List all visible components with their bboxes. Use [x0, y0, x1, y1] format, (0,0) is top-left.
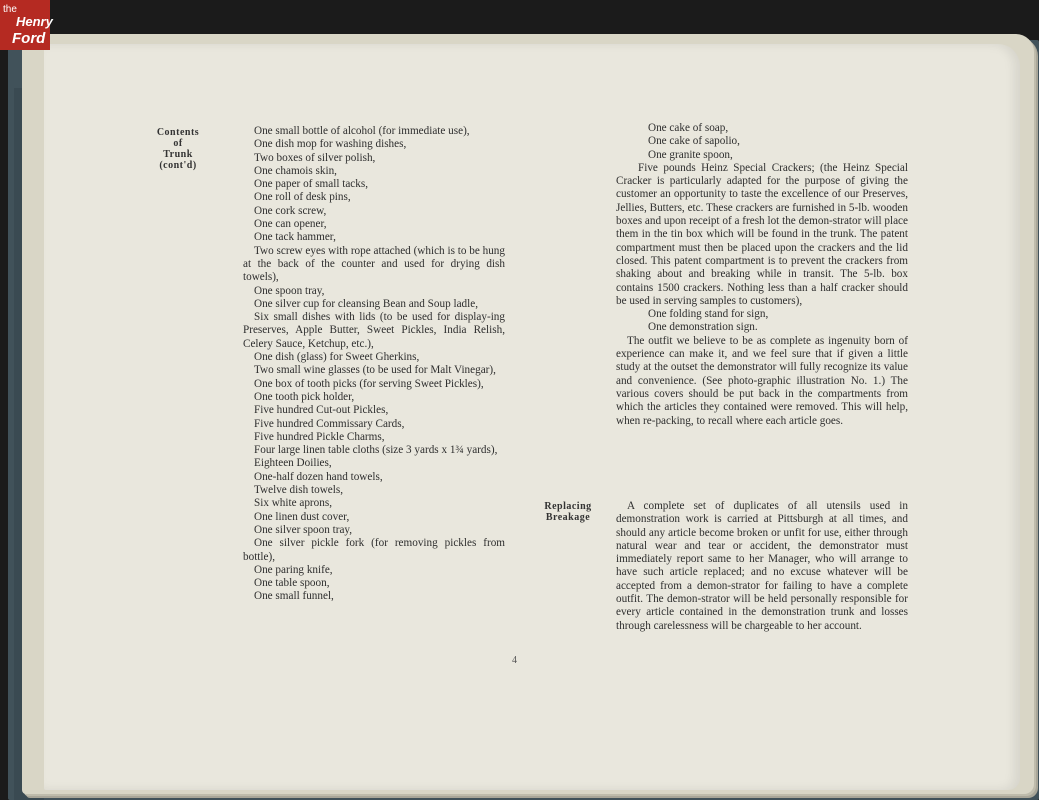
list-item: One cake of sapolio,: [648, 135, 740, 148]
left-column-list: [243, 125, 505, 604]
list-item: One roll of desk pins,: [254, 191, 351, 204]
list-item: Five hundred Cut-out Pickles,: [254, 404, 389, 417]
list-item: One-half dozen hand towels,: [254, 470, 383, 483]
list-item: One silver pickle fork (for removing pickles from bottle),: [243, 537, 505, 563]
list-item: Eighteen Doilies,: [254, 457, 332, 470]
replacing-breakage-paragraph: [616, 500, 908, 633]
list-item: Twelve dish towels,: [254, 484, 344, 497]
list-item: One granite spoon,: [648, 148, 733, 161]
list-item: One table spoon,: [254, 577, 330, 590]
list-item: One small bottle of alcohol (for immediate use),: [254, 125, 470, 137]
side-heading-line: Trunk: [163, 149, 193, 160]
list-item: Two boxes of silver polish,: [254, 151, 376, 164]
right-column-top: [616, 122, 908, 428]
list-item: One box of tooth picks (for serving Sweet Pickles),: [254, 377, 484, 390]
list-item: One small funnel,: [254, 590, 334, 603]
list-item: Six small dishes with lids (to be used for display-ing Preserves, Apple Butter, Sweet Pickles, India Relish, Celery Sauce, Ketchup, etc.),: [243, 311, 505, 350]
side-heading-contents: [150, 127, 206, 171]
henry-ford-logo: [0, 0, 53, 50]
side-heading-line: of: [173, 138, 183, 149]
list-item: One silver spoon tray,: [254, 523, 353, 536]
page-number: 4: [512, 655, 517, 666]
logo-the: the: [3, 4, 17, 15]
breakage-text: A complete set of duplicates of all utensils used in demonstration work is carried at Pittsburgh at all times, and should any article become broken or unfit for use, either through natural wear and tear or accident, the demonstrator must immediately report same to her Manager, who will arrange to have such article replaced; and no excuse whatever will be accepted from a demon-strator for failing to have a complete outfit. The demon-strator will be held personally responsible for every article contained in the demonstration trunk and losses through carelessness will be chargeable to her account.: [616, 500, 908, 632]
list-item: Five hundred Pickle Charms,: [254, 430, 385, 443]
list-item: One dish (glass) for Sweet Gherkins,: [254, 351, 420, 364]
side-heading-line: Replacing: [544, 501, 592, 512]
logo-ford: Ford: [12, 30, 46, 47]
list-item: One tooth pick holder,: [254, 390, 355, 403]
list-item: One dish mop for washing dishes,: [254, 138, 407, 151]
list-item: One paper of small tacks,: [254, 178, 369, 191]
list-item: One linen dust cover,: [254, 510, 350, 523]
list-item: One folding stand for sign,: [648, 308, 769, 321]
list-item: One demonstration sign.: [648, 321, 758, 334]
list-item: One silver cup for cleansing Bean and Soup ladle,: [254, 297, 478, 310]
list-item: One chamois skin,: [254, 164, 337, 177]
list-item: Six white aprons,: [254, 497, 332, 510]
side-heading-replacing: [538, 501, 598, 523]
logo-henry: Henry: [16, 14, 53, 29]
side-heading-line: Breakage: [545, 512, 591, 523]
list-item: One can opener,: [254, 218, 327, 231]
crackers-paragraph: Five pounds Heinz Special Crackers; (the Heinz Special Cracker is particularly adapted for the purpose of giving the customer an opportunity to taste the excellence of our Preserves, Jellies, Butters, etc. These crackers are furnished in 5-lb. wooden boxes and upon receipt of a fresh lot the demon-strator will place them in the tin box which will be found in the trunk. The patent compartment must then be placed upon the crackers and the lid closed. This patent compartment is to prevent the crackers from shaking about and breaking while in transit. The 5-lb. box contains 1500 crackers. Nothing less than a half cracker should be used in serving samples to customers),: [616, 161, 908, 307]
outfit-paragraph: The outfit we believe to be as complete as ingenuity born of experience can make it, and we feel sure that if given a little study at the outset the demonstrator will fully recognize its value and convenience. (See photo-graphic illustration No. 1.) The various covers should be put back in the compartments from which the articles they contained were removed. This will help, when re-packing, to recall where each article goes.: [616, 334, 908, 427]
list-item: Two small wine glasses (to be used for Malt Vinegar),: [254, 364, 496, 377]
list-item: One spoon tray,: [254, 284, 325, 297]
side-heading-line: Contents: [156, 127, 200, 138]
list-item: One cake of soap,: [648, 122, 729, 134]
list-item: Five hundred Commissary Cards,: [254, 417, 405, 430]
list-item: One paring knife,: [254, 563, 333, 576]
list-item: Four large linen table cloths (size 3 yards x 1¾ yards),: [254, 444, 498, 457]
list-item: One cork screw,: [254, 204, 327, 217]
side-heading-line: (cont'd): [159, 160, 197, 171]
list-item: Two screw eyes with rope attached (which is to be hung at the back of the counter and used for drying dish towels),: [243, 244, 505, 284]
list-item: One tack hammer,: [254, 231, 336, 244]
